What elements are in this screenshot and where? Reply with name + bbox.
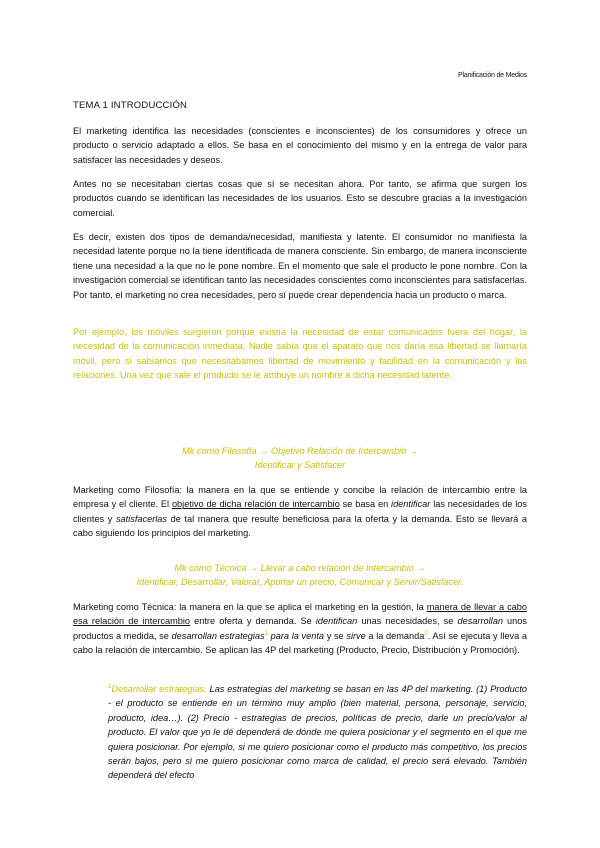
heading-filosofia-line1: Mk como Filosofía → Objetivo Relación de Intercambio →: [182, 446, 418, 456]
heading-filosofia: [73, 444, 527, 473]
page-title: TEMA 1 INTRODUCCIÓN: [73, 100, 188, 111]
text: Marketing como Técnica: la manera en la que se aplica el marketing en la gestión, la: [73, 602, 427, 612]
italic-text: para la venta: [267, 630, 325, 641]
paragraph-tecnica: [73, 600, 527, 658]
text: se basa en: [339, 499, 392, 510]
text: entre oferta y demanda. Se: [190, 616, 316, 627]
underlined-text: manera de llevar a cabo esa relación de intercambio: [73, 602, 527, 627]
paragraph-demand-types: Es decir, existen dos tipos de demanda/necesidad, manifiesta y latente. El consumidor no manifiesta la necesidad latente porque no la tiene identificada de manera consciente. Sin embargo, de manera inconsciente tiene una necesidad a la que no le pone nombre. En el momento que sale el producto le pone nombre. Con la investigación comercial se identifican tanto las necesidades conscientes como inconscientes para satisfacerlas. Por tanto, el marketing no crea necesidades, pero sí puede crear dependencia hacia un producto o marca.: [73, 232, 528, 300]
italic-text: satisfacerlas: [115, 513, 168, 524]
underlined-text: objetivo de dicha relación de intercambio: [171, 499, 340, 510]
footnote-ref[interactable]: 2: [424, 630, 428, 637]
paragraph-intro: El marketing identifica las necesidades (conscientes e inconscientes) de los consumidores y ofrece un producto o servicio adaptado a ellos. Se basa en el conocimiento del mismo y en la entrega de valor para satisfacer las necesidades y deseos.: [73, 126, 527, 165]
italic-text: identifican: [315, 616, 358, 627]
italic-text: identificar: [391, 499, 431, 510]
footnote-label: Desarrollar estrategias.: [111, 684, 207, 694]
heading-tecnica-line2: Identificar, Desarrollar, Valorar, Aportar un precio, Comunicar y Servir/Satisfacer.: [136, 577, 464, 588]
footnote-marker: 1: [108, 683, 112, 690]
text: unos productos a medida, se: [73, 616, 527, 641]
heading-tecnica-line1: Mk como Técnica → Llevar a cabo relación de Intercambio →: [174, 563, 426, 573]
heading-filosofia-line2: Identificar y Satisfacer: [254, 460, 346, 471]
footnote-1: [108, 682, 527, 783]
italic-text: desarrollan: [457, 616, 503, 627]
text: de tal manera que resulte beneficiosa para la oferta y la demanda. Esto se llevará a cabo siguiendo los principios del marketing.: [73, 513, 527, 539]
footnote-ref[interactable]: 1: [264, 630, 268, 637]
italic-text: desarrollan estrategias: [171, 630, 265, 641]
running-header: Planificación de Medios: [458, 72, 527, 79]
text: a la demanda: [365, 630, 425, 641]
paragraph-filosofia: [73, 483, 527, 541]
text: unas necesidades, se: [357, 616, 458, 627]
text: Marketing como Filosofía: la manera en la que se entiende y concibe la relación de intercambio entre la empresa y el cliente. El: [73, 485, 527, 510]
paragraph-needs: Antes no se necesitaban ciertas cosas que sí se necesitan ahora. Por tanto, se afirma que surgen los productos cuando se identifican las necesidades de los usuarios. Esto se descubre gracias a la investigación comercial.: [73, 179, 527, 218]
text: . Así se ejecuta y lleva a cabo la relación de intercambio. Se aplican las 4P del marketing (Producto, Precio, Distribución y Promoción).: [73, 630, 527, 656]
footnote-body: Las estrategias del marketing se basan en las 4P del marketing. (1) Producto - el producto se entiende en un término muy amplio (bien material, persona, personaje, servicio, producto, idea…). (2) Precio - estrategias de precios, políticas de precio, darle un precio/valor al producto. El valor que yo le dé dependerá de dónde me quiera posicionar y el segmento en el que me quiera posicionar. Por ejemplo, si me quiero posicionar como el producto más competitivo, los precios serán bajos, pero si me quiero posicionar como marca de calidad, el precio será elevado. También dependerá del efecto: [108, 684, 527, 781]
text: las necesidades de los clientes y: [73, 499, 527, 524]
text: y se: [324, 630, 347, 641]
italic-text: sirve: [346, 630, 366, 641]
heading-tecnica: [73, 561, 527, 590]
paragraph-example: Por ejemplo, los móviles surgieron porque existía la necesidad de estar comunicados fuera del hogar, la necesidad de la comunicación inmediata. Nadie sabía que el aparato que nos daría esa libertad se llamaría móvil, pero sí sabíamos que necesitábamos libertad de movimiento y facilidad en la comunicación y las relaciones. Una vez que sale el producto se le atribuye un nombre a dicha necesidad latente.: [73, 327, 527, 381]
